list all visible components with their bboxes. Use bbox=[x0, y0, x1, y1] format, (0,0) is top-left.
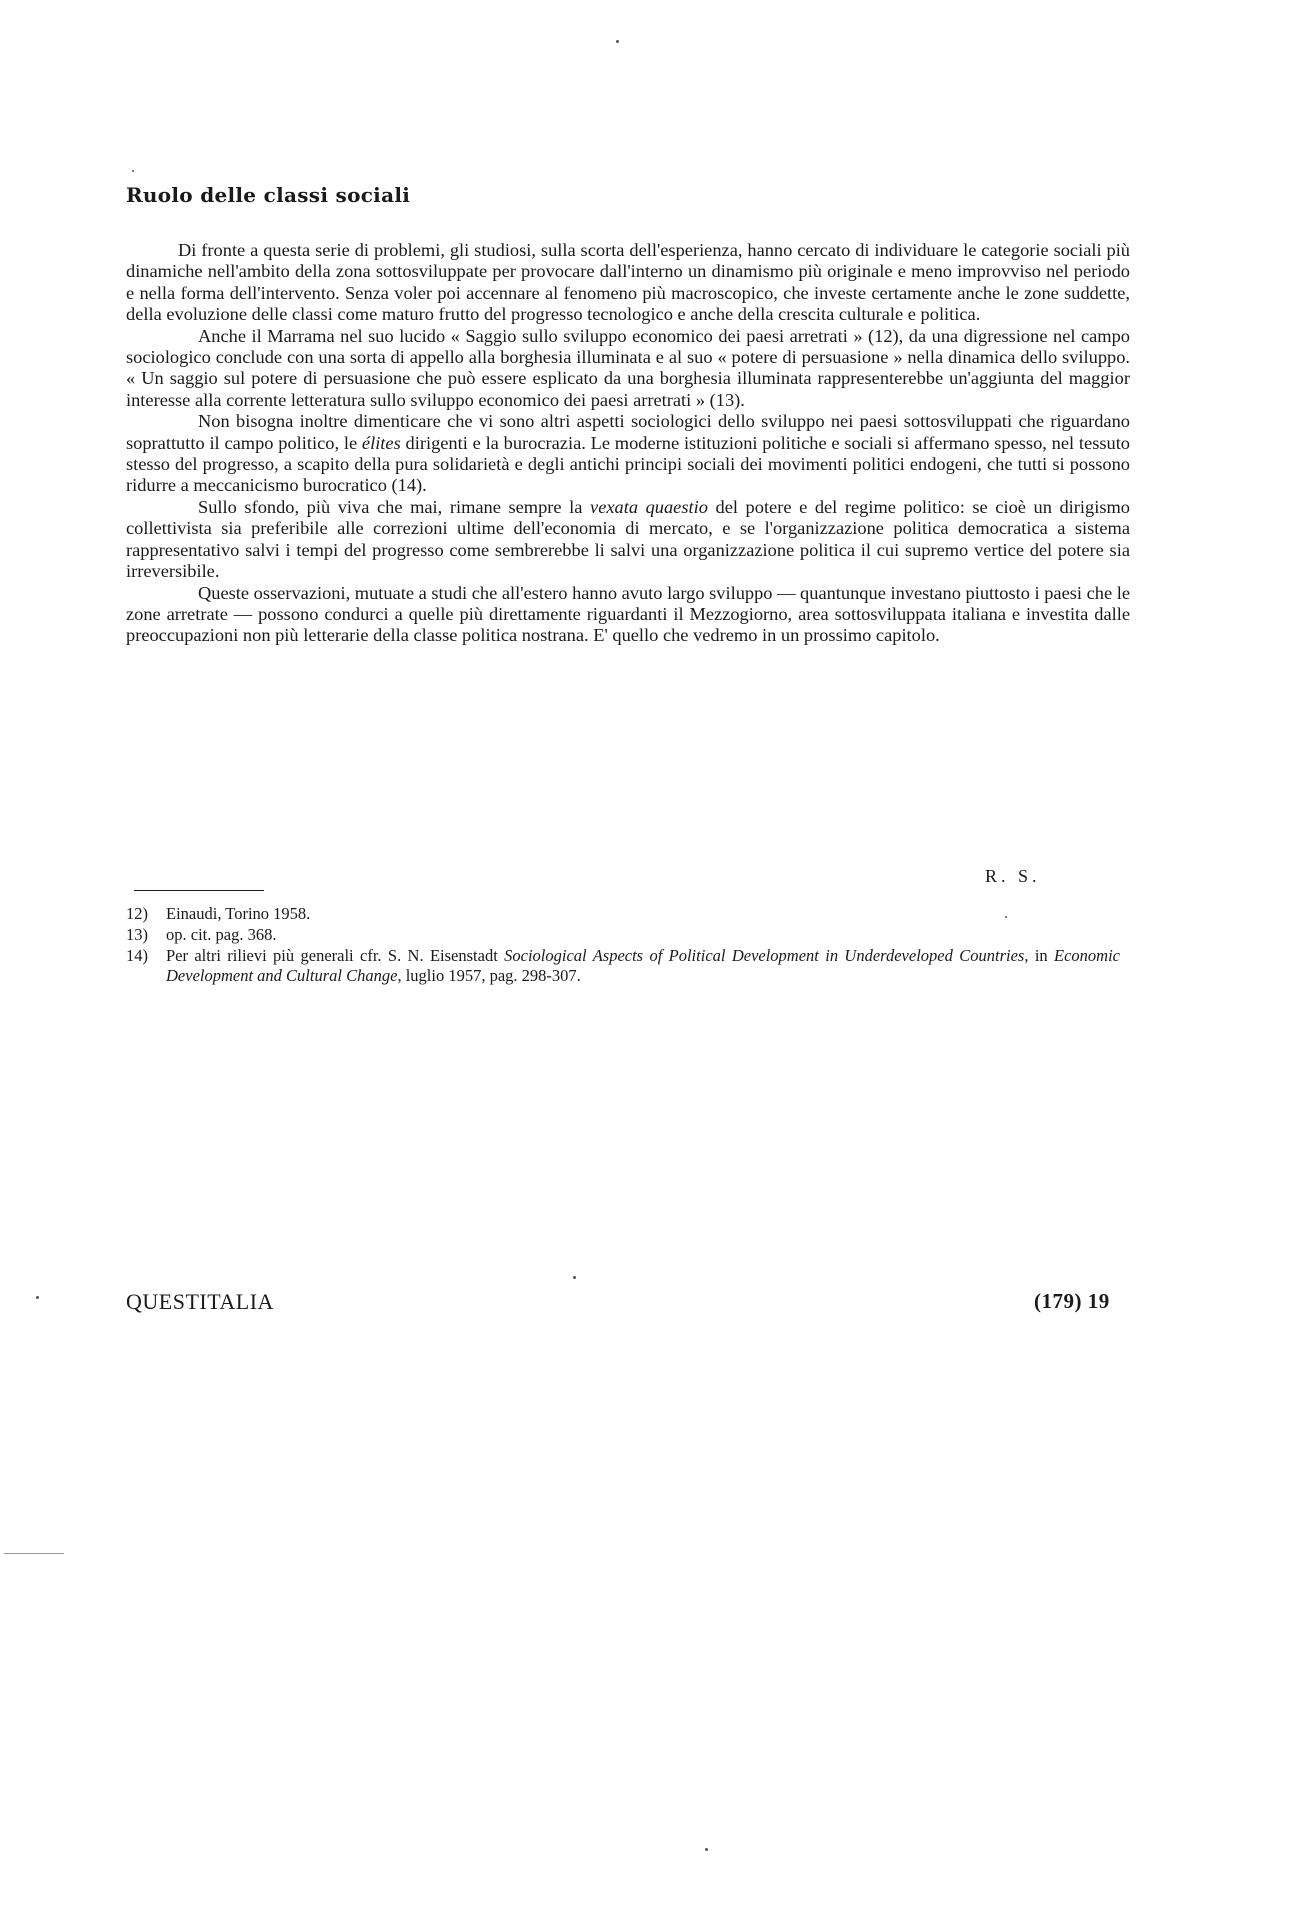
footnote-text-a: Per altri rilievi più generali cfr. S. N. Eisenstadt bbox=[166, 946, 505, 966]
section-heading: Ruolo delle classi sociali bbox=[126, 183, 411, 207]
scan-speck bbox=[616, 40, 619, 43]
paragraph-4-text-a: Sullo sfondo, più viva che mai, rimane sempre la bbox=[198, 496, 591, 517]
footnote-text bbox=[166, 946, 1120, 984]
scan-speck bbox=[705, 1848, 708, 1851]
footnote-13 bbox=[126, 925, 1120, 944]
paragraph-1: Di fronte a questa serie di problemi, gli studiosi, sulla scorta dell'esperienza, hanno cercato di individuare le categorie sociali più dinamiche nell'ambito della zona sottosviluppate per provocare dall'interno un dinamismo più originale e meno improvviso nel periodo e nella forma dell'intervento. Senza voler poi accennare al fenomeno più macroscopico, che investe certamente anche le zone suddette, della evoluzione delle classi come maturo frutto del progresso tecnologico e anche della crescita culturale e politica. bbox=[126, 240, 1130, 325]
author-signature: R. S. bbox=[985, 866, 1041, 886]
scan-speck bbox=[36, 1296, 39, 1299]
footnote-italic-journal: Economic Development and Cultural Change bbox=[166, 946, 1120, 985]
footnote-divider bbox=[134, 890, 264, 891]
footnote-text: op. cit. pag. 368. bbox=[166, 925, 277, 945]
journal-name: QUESTITALIA bbox=[126, 1289, 274, 1314]
footnote-14 bbox=[126, 946, 1120, 984]
footnote-text-c: , luglio 1957, pag. 298-307. bbox=[397, 965, 581, 985]
footnote-text: Einaudi, Torino 1958. bbox=[166, 904, 311, 923]
body-text bbox=[126, 240, 1130, 647]
footnotes bbox=[126, 904, 1120, 987]
paragraph-4-italic: vexata quaestio bbox=[590, 496, 708, 517]
paragraph-3 bbox=[126, 411, 1130, 497]
scan-speck bbox=[132, 170, 134, 172]
paragraph-3-text-b: dirigenti e la burocrazia. Le moderne istituzioni politiche e sociali si affermano spesso, nel tessuto stesso del progresso, a scapito della pura solidarietà e degli antichi principi sociali dei movimenti politici endogeni, che tutti si possono ridurre a meccanicismo burocratico (14). bbox=[126, 432, 1131, 496]
paragraph-4 bbox=[126, 497, 1130, 583]
footnote-italic-title: Sociological Aspects of Political Development in Underdeveloped Countries bbox=[504, 946, 1025, 966]
footnote-text-b: , in bbox=[1024, 946, 1055, 966]
paragraph-4-text-b: del potere e del regime politico: se cioè un dirigismo collettivista sia preferibile alle correzioni ultime dell'economia di mercato, e se l'organizzazione politica democratica a sistema rappresentativo salvi i tempi del progresso come sembrerebbe li salvi una organizzazione politica il cui supremo vertice del potere sia irreversibile. bbox=[126, 496, 1130, 582]
paragraph-5: Queste osservazioni, mutuate a studi che all'estero hanno avuto largo sviluppo — quantunque investano piuttosto i paesi che le zone arretrate — possono condurci a quelle più direttamente riguardanti il Mezzogiorno, area sottosviluppata italiana e investita dalle preoccupazioni non più letterarie della classe politica nostrana. E' quello che vedremo in un prossimo capitolo. bbox=[126, 582, 1130, 646]
scan-speck bbox=[4, 1553, 64, 1554]
paragraph-3-text-a: Non bisogna inoltre dimenticare che vi sono altri aspetti sociologici dello sviluppo nei paesi sottosviluppati che riguardano soprattutto il campo politico, le bbox=[126, 411, 1130, 453]
footnote-number: 12) bbox=[126, 904, 148, 923]
footnote-number: 14) bbox=[126, 946, 148, 966]
paragraph-2: Anche il Marrama nel suo lucido « Saggio sullo sviluppo economico dei paesi arretrati » (12), da una digressione nel campo sociologico conclude con una sorta di appello alla borghesia illuminata e al suo « potere di persuasione » nella dinamica dello sviluppo. « Un saggio sul potere di persuasione che può essere esplicato da una borghesia illuminata rappresenterebbe un'aggiunta del maggior interesse alla corrente letteratura sullo sviluppo economico dei paesi arretrati » (13). bbox=[126, 325, 1130, 410]
scan-speck bbox=[573, 1276, 576, 1279]
footnote-number: 13) bbox=[126, 925, 148, 945]
scan-speck bbox=[1005, 916, 1007, 918]
footnote-12 bbox=[126, 904, 1120, 923]
paragraph-3-italic: élites bbox=[361, 432, 401, 453]
page-number: (179) 19 bbox=[1034, 1289, 1110, 1313]
